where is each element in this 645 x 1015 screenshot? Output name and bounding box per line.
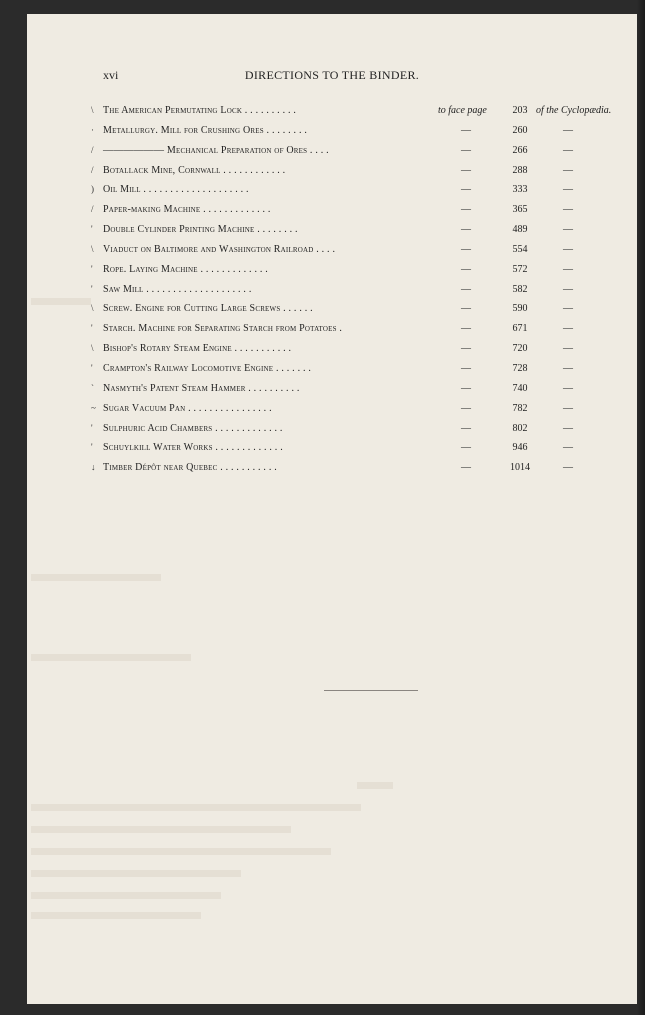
ditto-dash: —: [563, 164, 573, 176]
ditto-dash: —: [461, 224, 471, 236]
list-item: [27, 399, 637, 419]
entry-label: —————— Mechanical Preparation of Ores . . . .: [103, 144, 329, 156]
page-reference: 782: [512, 402, 528, 414]
list-item: [27, 200, 637, 220]
page-reference: 572: [512, 263, 528, 275]
ditto-dash: —: [563, 263, 573, 275]
ditto-dash: —: [461, 243, 471, 255]
pencil-mark: ': [91, 323, 93, 334]
list-item: [27, 180, 637, 200]
ditto-dash: —: [461, 422, 471, 434]
list-item: [27, 260, 637, 280]
pencil-mark: `: [91, 382, 94, 393]
ditto-dash: —: [461, 124, 471, 136]
page-reference: 365: [512, 204, 528, 216]
entry-label: Schuylkill Water Works . . . . . . . . . . . . .: [103, 442, 283, 454]
ditto-dash: —: [563, 422, 573, 434]
page-reference: 740: [512, 382, 528, 394]
pencil-mark: ↓: [91, 462, 96, 473]
page-title: DIRECTIONS TO THE BINDER.: [244, 68, 420, 82]
entry-label: Starch. Machine for Separating Starch from Potatoes .: [103, 323, 343, 335]
entry-label: Viaduct on Baltimore and Washington Railroad . . . .: [103, 243, 336, 255]
entry-label: Oil Mill . . . . . . . . . . . . . . . . . . . .: [103, 184, 249, 196]
page-reference: 728: [512, 362, 528, 374]
ditto-dash: —: [563, 224, 573, 236]
page-reference: 946: [512, 442, 528, 454]
list-item: [27, 438, 637, 458]
entry-label: Sugar Vacuum Pan . . . . . . . . . . . . . . . .: [103, 402, 272, 414]
list-item: [27, 379, 637, 399]
list-item: [27, 240, 637, 260]
page-number: xvi: [103, 68, 119, 82]
pencil-mark: /: [91, 144, 94, 155]
pencil-mark: \: [91, 105, 94, 115]
pencil-mark: ): [91, 184, 94, 195]
entry-label: Timber Dépôt near Quebec . . . . . . . . . . .: [103, 462, 277, 474]
pencil-mark: ': [91, 224, 93, 235]
list-item: [27, 220, 637, 240]
ditto-dash: —: [461, 204, 471, 216]
pencil-mark: ': [91, 263, 93, 274]
entry-label: The American Permutating Lock . . . . . . . . . .: [103, 105, 297, 116]
book-edge: [637, 0, 645, 1015]
ditto-dash: —: [563, 462, 573, 474]
ditto-dash: —: [461, 402, 471, 414]
page-reference: 333: [512, 184, 528, 196]
ditto-dash: —: [461, 144, 471, 156]
ditto-dash: —: [563, 204, 573, 216]
pencil-mark: ': [91, 422, 93, 433]
entry-label: Paper-making Machine . . . . . . . . . . . . .: [103, 204, 271, 216]
list-item: [27, 339, 637, 359]
face-page-label: to face page: [438, 105, 487, 116]
entry-label: Botallack Mine, Cornwall . . . . . . . . . . . .: [103, 164, 286, 176]
pencil-mark: /: [91, 204, 94, 215]
ditto-dash: —: [563, 184, 573, 196]
entry-label: Saw Mill . . . . . . . . . . . . . . . . . . . .: [103, 283, 252, 295]
ditto-dash: —: [563, 303, 573, 315]
pencil-mark: ': [91, 442, 93, 453]
pencil-mark: /: [91, 164, 94, 175]
ditto-dash: —: [563, 343, 573, 355]
page-reference: 203: [512, 105, 528, 116]
pencil-mark: \: [91, 343, 94, 354]
ditto-dash: —: [563, 283, 573, 295]
entry-label: Nasmyth's Patent Steam Hammer . . . . . . . . . .: [103, 382, 300, 394]
page-reference: 1014: [510, 462, 530, 474]
page-reference: 266: [512, 144, 528, 156]
entry-label: Bishop's Rotary Steam Engine . . . . . . . . . . .: [103, 343, 292, 355]
ditto-dash: —: [461, 462, 471, 474]
pencil-mark: ': [91, 362, 93, 373]
ditto-dash: —: [563, 402, 573, 414]
list-item: [27, 280, 637, 300]
page-reference: 720: [512, 343, 528, 355]
list-item: [27, 161, 637, 181]
entry-label: Sulphuric Acid Chambers . . . . . . . . . . . . .: [103, 422, 283, 434]
divider-rule: [324, 690, 418, 691]
entry-label: Screw. Engine for Cutting Large Screws . . . . . .: [103, 303, 313, 315]
cyclopaedia-label: of the Cyclopædia.: [536, 105, 612, 116]
ditto-dash: —: [461, 442, 471, 454]
ditto-dash: —: [563, 362, 573, 374]
list-item: [27, 141, 637, 161]
entry-label: Metallurgy. Mill for Crushing Ores . . . . . . . .: [103, 124, 308, 136]
ditto-dash: —: [461, 323, 471, 335]
list-item: [27, 419, 637, 439]
pencil-mark: \: [91, 303, 94, 314]
page-reference: 802: [512, 422, 528, 434]
list-item: [27, 359, 637, 379]
ditto-dash: —: [563, 442, 573, 454]
ditto-dash: —: [461, 283, 471, 295]
ditto-dash: —: [563, 323, 573, 335]
pencil-mark: ·: [91, 124, 94, 135]
page-reference: 260: [512, 124, 528, 136]
ditto-dash: —: [461, 343, 471, 355]
pencil-mark: ~: [91, 402, 96, 413]
pencil-mark: ': [91, 283, 93, 294]
ditto-dash: —: [563, 243, 573, 255]
ditto-dash: —: [461, 263, 471, 275]
pencil-mark: \: [91, 243, 94, 254]
ditto-dash: —: [563, 144, 573, 156]
list-item: [27, 458, 637, 478]
list-item: [27, 299, 637, 319]
page-reference: 288: [512, 164, 528, 176]
page-reference: 590: [512, 303, 528, 315]
page-reference: 554: [512, 243, 528, 255]
page-reference: 489: [512, 224, 528, 236]
page-reference: 582: [512, 283, 528, 295]
ditto-dash: —: [461, 164, 471, 176]
list-item: [27, 121, 637, 141]
ditto-dash: —: [461, 303, 471, 315]
list-item: [27, 319, 637, 339]
list-item: [27, 101, 637, 121]
ditto-dash: —: [563, 382, 573, 394]
ditto-dash: —: [461, 184, 471, 196]
page-header: [27, 68, 637, 84]
ditto-dash: —: [563, 124, 573, 136]
ditto-dash: —: [461, 382, 471, 394]
entry-label: Double Cylinder Printing Machine . . . . . . . .: [103, 224, 298, 236]
book-page: [27, 14, 637, 1004]
binder-directions-list: [27, 101, 637, 478]
ditto-dash: —: [461, 362, 471, 374]
page-reference: 671: [512, 323, 528, 335]
entry-label: Crampton's Railway Locomotive Engine . . . . . . .: [103, 362, 312, 374]
entry-label: Rope. Laying Machine . . . . . . . . . . . . .: [103, 263, 268, 275]
